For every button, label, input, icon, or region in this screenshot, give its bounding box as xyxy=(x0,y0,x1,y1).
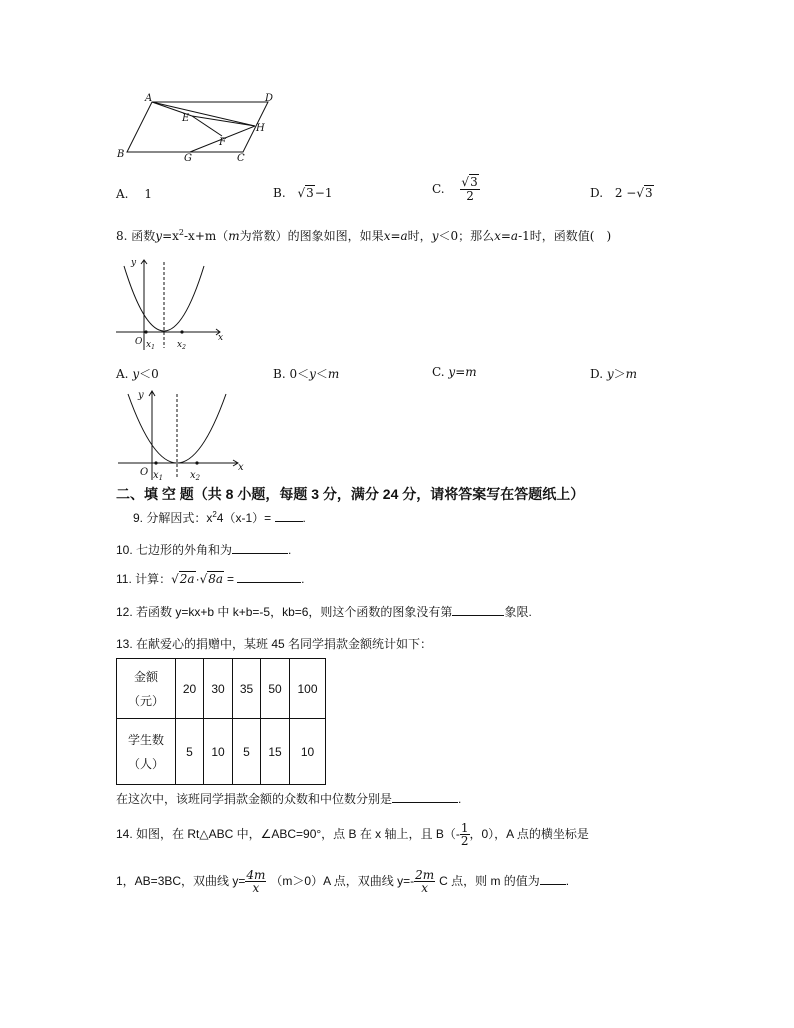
segment-eh xyxy=(192,116,255,126)
table-cell: 20 xyxy=(176,659,204,719)
table-cell: 50 xyxy=(261,659,290,719)
q8-option-b[interactable] xyxy=(273,365,339,382)
label-e: E xyxy=(182,113,190,124)
cond-x: x=a xyxy=(383,229,408,243)
func-mid: =x xyxy=(162,229,179,243)
label-d: D xyxy=(265,93,274,104)
q7-option-c[interactable]: C. $\frac{√3}{2}$ xyxy=(432,175,478,203)
option-var: y xyxy=(309,367,316,381)
table-cell: 15 xyxy=(261,719,290,785)
option-var: y xyxy=(606,367,614,381)
cond-x2: x=a xyxy=(494,229,519,243)
q11-text: 11. 计算： xyxy=(116,572,172,586)
q9-exp: 2 xyxy=(212,510,217,519)
q10-answer-blank[interactable] xyxy=(232,553,288,554)
q10-text: 10. 七边形的外角和为 xyxy=(116,543,233,557)
q14-end: . xyxy=(565,874,570,888)
option-label: D. xyxy=(590,367,604,381)
table-cell: 10 xyxy=(204,719,233,785)
option-label: C. xyxy=(432,365,445,379)
q14-answer-blank[interactable] xyxy=(540,884,566,885)
label-h: H xyxy=(256,123,265,134)
q14-line-1 xyxy=(116,819,589,849)
option-label: A. xyxy=(116,367,129,381)
label-c: C xyxy=(237,153,245,164)
q10 xyxy=(116,541,291,558)
q8-stem xyxy=(116,227,611,244)
q9 xyxy=(133,509,306,526)
option-tail: −1 xyxy=(314,186,333,200)
question-number: 8. xyxy=(116,229,128,243)
table-cell: 35 xyxy=(233,659,261,719)
q13-donation-table xyxy=(116,658,326,785)
option-m: m xyxy=(625,367,638,381)
fraction-denominator: x xyxy=(252,881,260,896)
x1-label: $x_1$ xyxy=(146,340,155,351)
q14-text: 1，AB=3BC，双曲线 y= xyxy=(116,874,246,888)
q7-option-d[interactable]: D. 2 −√3 xyxy=(590,186,653,200)
q9-answer-blank[interactable] xyxy=(275,521,303,522)
table-cell: 30 xyxy=(204,659,233,719)
stem-text: 为常数）的图象如图，如果 xyxy=(239,229,384,243)
option-label: B. xyxy=(273,186,286,200)
q12-end: 象限. xyxy=(504,605,532,619)
q14-text: （m＞0）A 点，双曲线 y=- xyxy=(270,874,415,888)
parallelogram-abcd xyxy=(127,102,268,152)
q11-answer-blank[interactable] xyxy=(237,582,301,583)
option-value: 1 xyxy=(144,187,152,201)
q13-answer-blank[interactable] xyxy=(392,802,458,803)
q11-radicand-1: 2a xyxy=(179,572,195,586)
table-cell: 5 xyxy=(176,719,204,785)
cond-y: y xyxy=(431,229,439,243)
option-m: m xyxy=(465,365,477,379)
fraction-numerator: 4m xyxy=(246,867,266,882)
q9-end: . xyxy=(302,511,306,525)
segment-ef xyxy=(192,116,222,136)
option-mid: ＜ xyxy=(315,367,328,381)
fraction-denominator: 2 xyxy=(466,188,474,203)
table-cell: 100 xyxy=(290,659,326,719)
option-label: D. xyxy=(590,186,604,200)
origin-label: O xyxy=(135,337,143,347)
x2-label: $x_2$ xyxy=(177,340,186,351)
x1-label: $x_1$ xyxy=(153,470,164,482)
section-2-title: 二、填 空 题（共 8 小题，每题 3 分，满分 24 分，请将答案写在答题纸上） xyxy=(116,486,585,502)
option-mid: = xyxy=(455,365,466,379)
q7-parallelogram-figure xyxy=(112,90,287,165)
y-axis-label: y xyxy=(138,390,144,401)
label-g: G xyxy=(184,153,192,164)
q11-radicand-2: 8a xyxy=(208,572,224,586)
stem-text: -1时，函数值( ) xyxy=(518,229,612,243)
q10-end: . xyxy=(288,543,292,557)
q11-end: . xyxy=(301,572,305,586)
segment-ah xyxy=(152,102,255,126)
func-y: y xyxy=(155,229,163,243)
radicand: 3 xyxy=(306,186,314,200)
var-m: m xyxy=(228,229,240,243)
q13-end: . xyxy=(458,792,462,806)
func-tail: -x+m xyxy=(184,229,217,243)
q11-dot: · xyxy=(195,572,200,586)
fraction-numerator: 1 xyxy=(460,820,469,835)
x-axis-label: x xyxy=(218,333,224,343)
fraction-numerator: 2m xyxy=(415,867,435,882)
q8-parabola-graph-large xyxy=(116,386,248,482)
q14-text: ，0），A 点的横坐标是 xyxy=(469,827,589,841)
table-cell: 5 xyxy=(233,719,261,785)
option-label: B. xyxy=(273,367,286,381)
q7-option-b[interactable]: B. √3−1 xyxy=(273,186,333,200)
q12 xyxy=(116,603,532,620)
y-axis-label: y xyxy=(131,258,137,268)
stem-text: （ xyxy=(216,229,229,243)
q8-option-d[interactable] xyxy=(590,365,637,382)
q9-text: 9. 分解因式：x xyxy=(133,511,213,525)
q13-text: 13. 在献爱心的捐赠中，某班 45 名同学捐款金额统计如下： xyxy=(116,637,433,651)
option-label: A. xyxy=(116,187,129,201)
stem-text: ＜0；那么 xyxy=(438,229,495,243)
root-x1-dot xyxy=(154,461,157,464)
q8-parabola-graph-small xyxy=(116,256,228,352)
q8-option-a[interactable] xyxy=(116,365,159,382)
q11-eq: = xyxy=(227,572,235,586)
root-x2-dot xyxy=(180,330,183,333)
q14-text: 14. 如图，在 Rt△ABC 中，∠ABC=90°，点 B 在 x 轴上，且 B（- xyxy=(116,827,460,841)
option-label: C. xyxy=(432,182,445,197)
q12-text: 12. 若函数 y=kx+b 中 k+b=-5，kb=6，则这个函数的图象没有第 xyxy=(116,605,453,619)
option-var: y xyxy=(448,365,456,379)
table-cell: 10 xyxy=(290,719,326,785)
option-tail: ＜0 xyxy=(139,367,159,381)
option-mid: ＞ xyxy=(613,367,626,381)
root-x2-dot xyxy=(195,461,198,464)
option-var: y xyxy=(132,367,140,381)
option-head: 2 − xyxy=(614,186,637,200)
x-axis-label: x xyxy=(238,462,244,473)
table-row-header: 金额 （元） xyxy=(117,659,176,719)
radicand: 3 xyxy=(470,175,478,189)
option-head: 0＜ xyxy=(289,367,310,381)
fraction-denominator: x xyxy=(421,881,428,896)
q8-option-c[interactable] xyxy=(432,365,477,379)
label-f: F xyxy=(219,137,226,148)
q9-tail: 4（x-1）= xyxy=(216,511,272,525)
fraction-denominator: 2 xyxy=(460,834,469,849)
option-m: m xyxy=(327,367,340,381)
func-exp: 2 xyxy=(178,228,184,237)
q14-text: C 点，则 m 的值为 xyxy=(439,874,540,888)
stem-text: 函数 xyxy=(131,229,156,243)
label-a: A xyxy=(145,93,153,104)
q7-option-a[interactable] xyxy=(116,187,152,201)
table-row xyxy=(117,659,326,719)
root-x1-dot xyxy=(144,330,147,333)
table-row-header: 学生数 （人） xyxy=(117,719,176,785)
x2-label: $x_2$ xyxy=(190,470,201,482)
stem-text: 时， xyxy=(407,229,432,243)
q13-after-text: 在这次中，该班同学捐款金额的众数和中位数分别是 xyxy=(116,792,393,806)
q11: 11. 计算：√2a·√8a = . xyxy=(116,572,305,586)
q14-line-2 xyxy=(116,866,569,896)
q13-after xyxy=(116,790,461,807)
q12-answer-blank[interactable] xyxy=(452,615,504,616)
origin-label: O xyxy=(140,467,149,478)
radicand: 3 xyxy=(645,186,653,200)
label-b: B xyxy=(117,149,125,160)
table-row xyxy=(117,719,326,785)
